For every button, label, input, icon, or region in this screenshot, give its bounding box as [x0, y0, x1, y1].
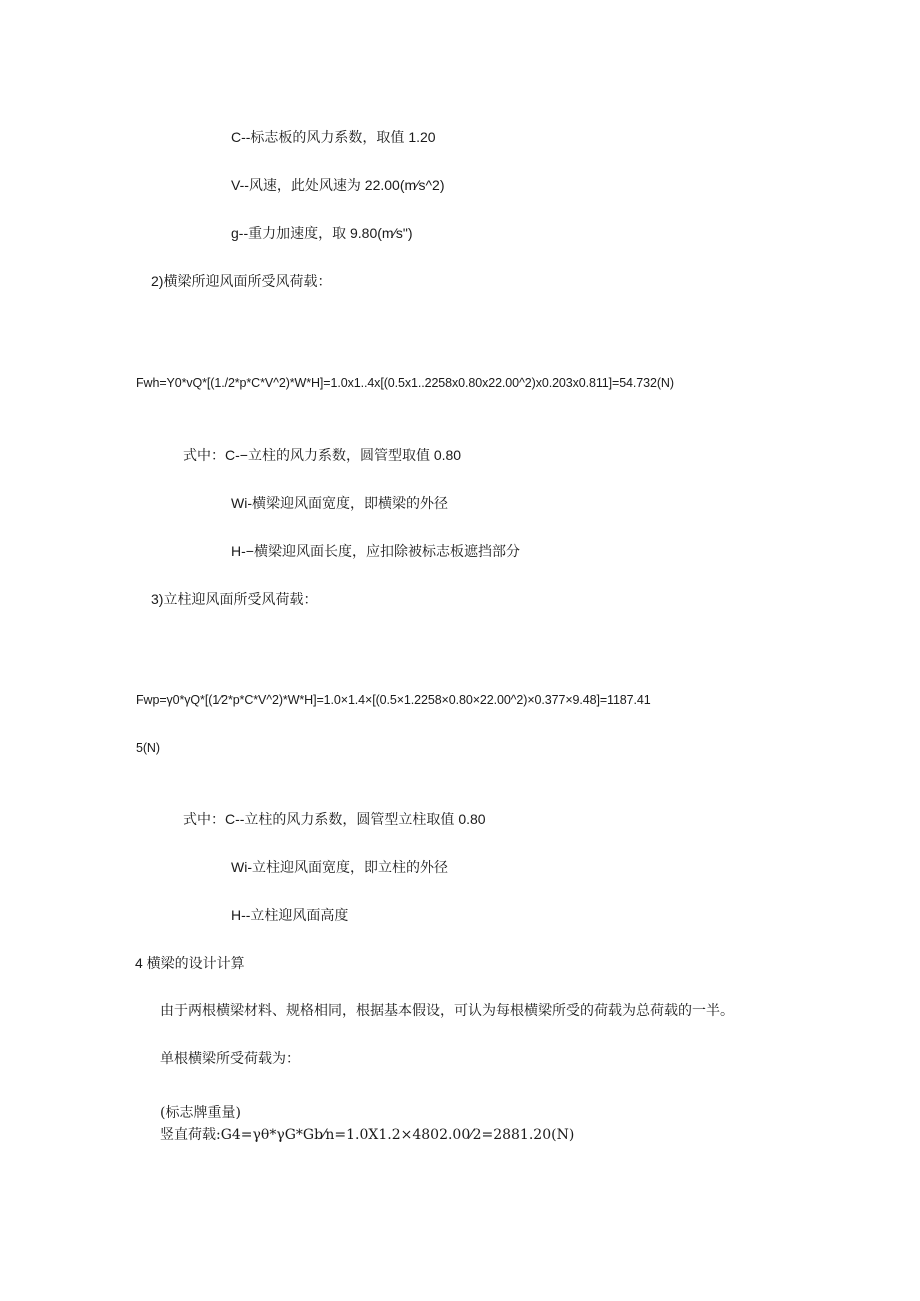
text-line: Wi-立柱迎风面宽度，即立柱的外径 — [231, 859, 448, 875]
text-line: 式中：C--立柱的风力系数，圆管型立柱取值 0.80 — [183, 811, 486, 827]
text-line: H--立柱迎风面高度 — [231, 907, 349, 923]
formula-line: Fwp=γ0*γQ*[(1⁄2*p*C*V^2)*W*H]=1.0×1.4×[(0.5×1.2258×0.80×22.00^2)×0.377×9.48]=1187.41 — [136, 693, 651, 707]
formula-line: Fwh=Y0*vQ*[(1./2*p*C*V^2)*W*H]=1.0x1..4x[(0.5x1..2258x0.80x22.00^2)x0.203x0.811]=54.732(N) — [136, 376, 674, 390]
text-line: C--标志板的风力系数，取值 1.20 — [231, 129, 436, 145]
text-line: H-−横梁迎风面长度，应扣除被标志板遮挡部分 — [231, 543, 520, 559]
paragraph: 单根横梁所受荷载为： — [160, 1051, 300, 1067]
paragraph: (标志牌重量) — [160, 1105, 241, 1121]
section-heading: 3)立柱迎风面所受风荷载： — [151, 591, 318, 607]
formula-line: 5(N) — [136, 741, 160, 755]
text-line: V--风速，此处风速为 22.00(m∕s^2) — [231, 177, 445, 193]
text-line: 式中：C-−立柱的风力系数，圆管型取值 0.80 — [183, 447, 462, 463]
section-heading: 2)横梁所迎风面所受风荷载： — [151, 273, 332, 289]
text-line: Wi-横梁迎风面宽度，即横梁的外径 — [231, 495, 448, 511]
formula-line: 竖直荷载:G4=γθ*γG*Gb⁄n=1.0X1.2×4802.00⁄2=2881.20(N) — [160, 1127, 575, 1143]
paragraph: 由于两根横梁材料、规格相同，根据基本假设，可认为每根横梁所受的荷载为总荷载的一半。 — [160, 1003, 734, 1019]
section-heading: 4 横梁的设计计算 — [135, 955, 245, 971]
text-line: g--重力加速度，取 9.80(m∕s") — [231, 225, 413, 241]
